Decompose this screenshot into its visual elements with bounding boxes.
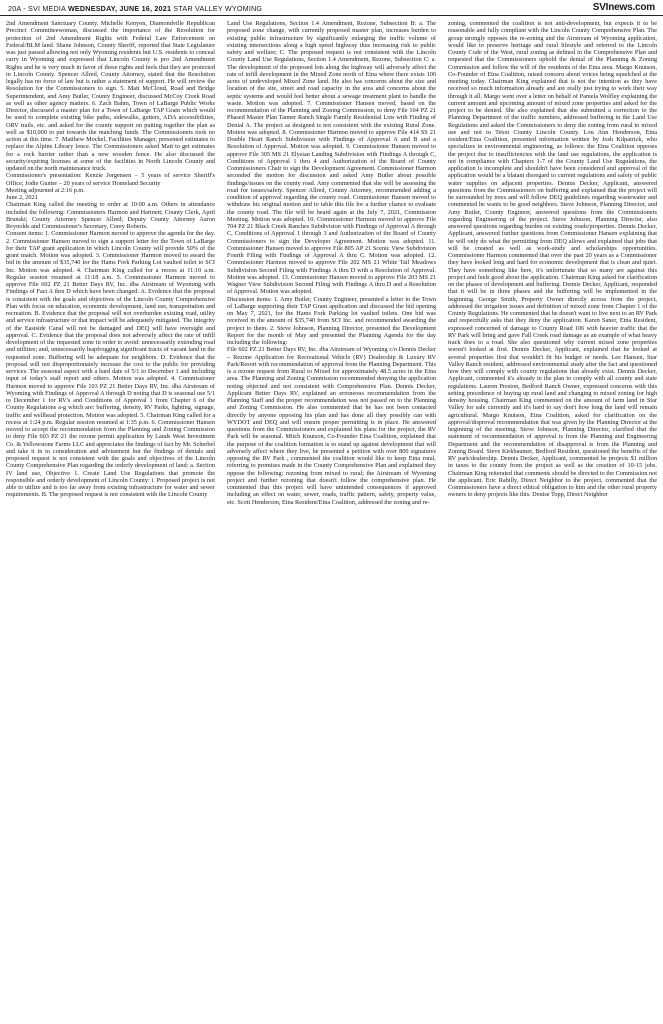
paragraph: Discussion items: 1. Amy Butler, County Engineer, presented a letter to the Town of LaBarge supporting their TAP Grant application and discussed the bid opening on May 7, 2021, for the Hams Fork Parking lot vaulted toilets. One bid was received in the amount of $35,740 from SCI Inc. and recommended awarding the project to them. 2. Steve Johnson, Planning Director, presented the Development Report for the month of May and presented the Planning Agenda for the day including the following: <box>227 295 436 346</box>
section-name: STAR VALLEY WYOMING <box>173 4 263 13</box>
paragraph: zoning, commented the coalition is not anti-development, but expects it to be reasonable and fully compliant with the Lincoln County Comprehensive Plan. The group strongly opposes the re-zoning and the Airstream of Wyoming application, would like to preserve heritage and rural lifestyle and referred to the Lincoln County Code of the West, rural zoning as defined in the Comprehensive Plan and requested that the Commissioners uphold the denial of the Planning & Zoning Commission and follow the will of the residents of the Etna area. Margo Knutson, Co-Founder of Etna Coalition, raised concern about voices being squelched at the meeting today. Chairman King explained that is not the intention as they have received so much information already and are really just trying to work their way through it all. Margo went over a letter on behalf of Pamela Wolfley explaining the current amount and upcoming amount of mixed zone properties and asked for the project to be denied. She also explained that she submitted a correction to the Planning Department of the traffic numbers, addressed buffering in the Land Use Regulations and asked the Commissioners to deny the zoning from rural to mixed use and not to Teton County Lincoln County. Lou Ann Henderson, Etna resident/Etna Coalition, presented information written by Josh Kilpatrick, who specializes in environmental engineering, as follows: the Etna Coalition opposes the project due to insufficiencies with the land use regulations, the application is not in compliance with Chapters 1-7 of the County Land Use Regulations, the application is incomplete and shouldn't have been considered and approval of the application would be a blatant disregard to current regulations and safety of public water supplies on adjacent properties. Dennis Decker, Applicant, answered questions from the Commissioners on buffering and explained that the project will be surrounded by trees and will follow DEQ guidelines regarding wastewater and commented he wants to be good neighbors. Steve Johnson, Planning Director, and Amy Butler, County Engineer, answered questions from the Commissioners regarding Engineering of the project. Steve Johnson, Planning Director, also answered questions regarding burden on existing roads/properties. Dennis Decker, Applicant, answered further questions from Commissioner Hansen explaining that he will only do what the permitting from DEQ allows and explained that jobs that will be created as well as work-study and scholarships opportunities. Commissioner Harmon commented that over the past 20 years as a Commissioner they have looked long and hard for economic development that is clean and quiet. They have something like here, it's unfortunate that so many are against this project and feels good about the application. Chairman King asked for clarification on the phases of development and buffering. Dennis Decker, Applicant, responded that it will be in three phases and the buffering will be implemented in the beginning. George Smith, Property Owner directly across from the project, addressed the irrigation issues and definition of mixed zone from Chapter 1 of the County Regulations. He commented that he doesn't want to live next to an RV Park and respectfully asks that they deny the application. Karen Saner, Etna Resident, expressed concerned of damage to County Road 106 with heavier traffic that the RV Park will bring and gave Fall Creek road damage as an example of what heavy track does to a road. She also questioned why current mixed zone properties weren't looked at first. Dennis Decker, Applicant, explained that he looked at several properties first that wouldn't fit his budget or needs. Lee Hansen, Star Valley Ranch resident, addressed environmental study after the fact and questioned how they will comply with county regulations that already exist. Dennis Decker, Applicant, commented it's already in the plan to comply with all county and state regulations. Lauren Preston, Bedford Ranch Owner, expressed concerns with this setting precedence of buying up rural land and changing to mixed zoning for high density housing. Chairman King commented on the amount of farm land in Star Valley for sale currently and it's hard to say don't how long the land will remain agricultural. Margo Knutson, Etna Coalition, asked for clarification on the approval/disproval recommendation that was given by the Planning Director at the beginning of the meeting. Steve Johnson, Planning Director, clarified that the statement of recommendation of approval is from the Planning and Engineering Department and the recommendation of disapproval is from the Planning and Zoning Board. Steve Kirkbaumer, Bedford Resident, questioned the benefits of the RV park/dealership. Dennis Decker, Applicant, commented he projects $1 million in taxes to the county from the project as well as the creation of 10-15 jobs. Chairman King reiterated that comments should be directed to the Commission not the applicant. Eric Rabilly, Direct Neighbor to the project, commented that the Commissioners have a direct ethical obligation to him and the other rural property owners to deny projects like this. Denise Topp, Direct Neighbor <box>448 20 657 499</box>
column-2 <box>227 20 436 1020</box>
paragraph: Commissioner's presentation: Kenzie Jorgensen – 5 years of service Sheriff's Office; Jodie Gunter – 20 years of service Homeland Security <box>6 172 215 187</box>
site-name[interactable]: SVInews.com <box>592 2 655 13</box>
paragraph: June 2, 2021 <box>6 194 38 201</box>
paragraph: Meeting adjourned at 2:16 p.m. <box>6 186 85 194</box>
paragraph: File 602 PZ 21 Better Days RV, Inc. dba Airstream of Wyoming c/o Dennis Decker – Rezone Application for Recreational Vehicle (RV) Dealership & Luxury RV Park/Resort with recommendation of approval from the Planning Department. This is a rezone request from Rural to Mixed for approximately 48.5 acres in the Etna area. The Planning and Zoning Commission recommended denying the application noting objected and not consistent with Comprehensive Plan. Dennis Decker, Applicant Better Days RV, explained an erroneous recommendation from the Planning Staff and the proper recommendation was not passed on to the Planning and Zoning Commission. He also commented that he has not been contacted directly by anyone opposing his plan and has done all they possibly can with WYDOT and DEQ and will ensure proper permitting is in place. He answered questions from the Commissioners and explained his plans for the project, the RV Park will be seasonal. Mitch Knutson, Co-Founder Etna Coalition, explained that the purpose of the coalition formation is to stand up against development that will adversely affect where they live, he presented a petition with over 800 signatures opposing the RV Park , commented the coalition would like to keep Etna rural, referring to promises made in the County Comprehensive Plan and explained they oppose the following: rezoning from mixed to rural; the Airstream of Wyoming project and further rezoning that doesn't follow the comprehensive plan. He commented that this project will have unintended consequences if approved including an effect on water, sewer, roads, traffic pattern, safety, property value, etc. Scott Henderson, Etna Resident/Etna Coalition, addressed the zoning and re- <box>227 346 436 506</box>
column-3 <box>448 20 657 1020</box>
paragraph: Consent items: 1. Commissioner Harmon moved to approve the agenda for the day. 2. Commissioner Hansen moved to sign a support letter for the Town of LaBarge for their TAP grant application in which Lincoln County will provide 50% of the grant match. Motion was adopted. 3. Commissioner Harmon moved to award the bid in the amount of $35,740 for the Hams Fork Parking Lot vaulted toilet to SCI Inc. Motion was adopted. 4. Chairman King called for a recess at 11:10 a.m. Regular session resumed at 11:18 a.m. 5. Commissioner Harmon moved to approve File 602 PZ 21 Better Days RV, Inc. dba Airstream of Wyoming with Findings of Fact A thru D which have been changed: A. Evidence that the proposal is consistent with the goals and objectives of the Lincoln County Comprehensive Plan with focus on education, economic development, land use, transportation and recreation. B. Evidence that the proposal will not overburden existing road, utility and service infrastructure or that impact will be adequately mitigated. The integrity of the Eastside Canal will not be damaged and DEQ will have oversight and approval. C. Evidence that the proposal does not adversely affect the rate of infill development of the requested zone in order to avoid: unnecessarily extending road and utilities; and, unnecessarily leapfrogging significant tracts of vacant land in the requested zone. Buffering will be adequate for neighbors. D. Evidence that the proposal will not disproportionately increase the cost to the public for providing services. The seasonal aspect with a hard date of 5/1 to December 1 and including input of today's staff report and others. Motion was adopted. 4. Commissioner Harmon moved to approve File 103 PZ 21 Better Days RV, Inc. dba Airstream of Wyoming with Findings of Approval A through D noting that D is seasonal use 5/1 to December 1 for RV's and Conditions of Approval 1 from Chapter 6 of the County Regulations a-g which are: buffering, density, RV Parks, lighting, signage, traffic and wellhead protection. Motion was adopted. 5. Chairman King called for a recess at 1:24 p.m. Regular session resumed at 1:35 p.m. 6. Commissioner Hansen moved to accept the recommendation from the Planning and Zoning Commission to deny File 603 PZ 21 the rezone permit application by Lands West Investment Co. & Yellowstone Farms LLC and appreciates the findings of fact by Mr. Scherbel and take it in to consideration and advisement but the findings of denials and proposed request is not consistent with the goals and objectives of the Lincoln County Comprehensive Plan regarding the orderly development of land: a. Section IV land use, Objective 1. Create Land Use Regulations that promote the responsible and orderly development of Lincoln County: i. Proposed project is not able to utilize and is too far away from existing infrastructure for water and sewer requirements. B. The proposed request is not consistent with the Lincoln County <box>6 230 215 499</box>
issue-date: WEDNESDAY, JUNE 16, 2021 <box>67 4 172 13</box>
article-columns <box>6 20 657 1020</box>
paragraph: 2nd Amendment Sanctuary County. Michelle Kenyon, Diamondville Republican Precinct Committeewoman, discussed the importance of the Resolution for protection of 2nd Amendment Rights with Federal Law Enforcement on Federal/BLM land. Shane Johnson, County Sheriff, reported that State Legislature was just passed allowing not only Wyoming residents but U.S. residents to conceal carry in Wyoming and expressed that Lincoln County is pro 2nd Amendment Rights and he is very much in favor of these rights and feels that they are protected in Lincoln County. Spencer Allred, County Attorney, stated that the Resolution legally has no force of law but is rather a statement of support. He will review the Resolution for the Commissioners to sign. 5. Matt McCloud, Road and Bridge Superintendent, and Amy Butler, County Engineer, discussed McCoy Creek Road as well as other agency matters. 6. Zach Bahm, Town of LaBarge Public Works Director, discussed a master plan for a Town of LaBarge TAP Grant which would be used to complete existing bike paths, sidewalks, gutters, ADA accessibilities, ORV trails, etc. and asked for the county support on putting together the plan as well as $10,000 to put towards the matching funds. The Commissioners took no action at this time. 7. Matthew Mochel, Facilities Manager, presented estimates to replace the Alpine Library fence. The Commissioners asked Matt to get estimates for a rock barrier rather than a new wooden fence. He also discussed the security/expiring licenses at some of the facilities in North Lincoln County and updated on the north maintenance truck. <box>6 20 215 172</box>
column-1 <box>6 20 215 1020</box>
paragraph: Chairman King called the meeting to order at 10:00 a.m. Others in attendance included the following: Commissioners Harmon and Hartnett; County Clerk, April Brunski; County Attorney Spencer Allred; Deputy County Attorney Aaron Reynolds and Commissioner's Secretary, Corey Roberts. <box>6 201 215 230</box>
page-header <box>0 0 663 16</box>
page-header-left <box>8 4 262 13</box>
page-label: 20A - SVI MEDIA <box>8 4 66 13</box>
paragraph: Land Use Regulations, Section 1.4 Amendment, Rezone, Subsection B: a. The proposed zone change, with currently proposed master plan, increases burden to existing public infrastructure by significantly enlarging the traffic volume of existing intersections along a high speed highway thus increasing risk to public safety and welfare; C. The proposed request is not consistent with the Lincoln County Land Use Regulations, Section 1.4 Amendment, Rezone, Subsection C: a. The development of the proposed lots along the highway will adversely affect the rate of infill development in the Mixed Zone north of Etna where there exists 100 acres of undeveloped Mixed Zone land. He also has concerns about the size and location of the site, street and road capacity in the area and concerns about the septic systems and would feel better about a sewage treatment plant to handle the waste. Motion was adopted. 7. Commissioner Hansen moved, based on the recommendation of the Planning and Zoning Commission, to deny File 104 PZ 21 Phased Master Plan Tanner Ranch Single Family Residential Lots with Finding of Denial A. The project as designed is not consistent with the existing Rural Zone. Motion was adopted. 8. Commissioner Harmon moved to approve File 414 SS 21 Double Heart Ranch Subdivision with Findings of Approval A and B and a Resolution of Approval. Motion was adopted. 9. Commissioner Hansen moved to approve File 305 MS 21 Elysian Landing Subdivision with Findings A through C, Conditions of Approval 1 thru 4 and Authorization of the Board of County Commissioners Chair to sign the Development Agreement. Commissioner Harmon seconded the motion for discussion and asked Amy Butler about possible findings/issues on the county road. Amy commented that she will be assessing the road for issues/safety. Spencer Allred, County Attorney, recommended adding a condition of approval regarding the county road. Commissioner Hansen moved to withdraw his original motion and to table this file for a further chance to evaluate the county road. The file will be heard again at the July 7, 2021, Commission Meeting. Motion was adopted. 10. Commissioner Harmon moved to approve File 704 PZ 21 Black Creek Ranches Subdivision with Findings of Approval A through C, Conditions of Approval 1 through 3 and Authorization of the Board of County Commissioners to sign the Developer Agreement. Motion was adopted. 11. Commissioner Hansen moved to approve File 805 AP 21 Scenic View Subdivision Fourth Filing with Findings of Approval A thru C. Motion was adopted. 12. Commissioner Harmon moved to approve File 202 MS 21 White Tail Meadows Subdivision Second Filing with Findings A thru D with a Resolution of Approval. Motion was adopted. 13. Commissioner Hansen moved to approve File 203 MS 21 Wagner View Subdivision Second Filing with Findings A thru D and a Resolution of Approval. Motion was adopted. <box>227 20 436 296</box>
